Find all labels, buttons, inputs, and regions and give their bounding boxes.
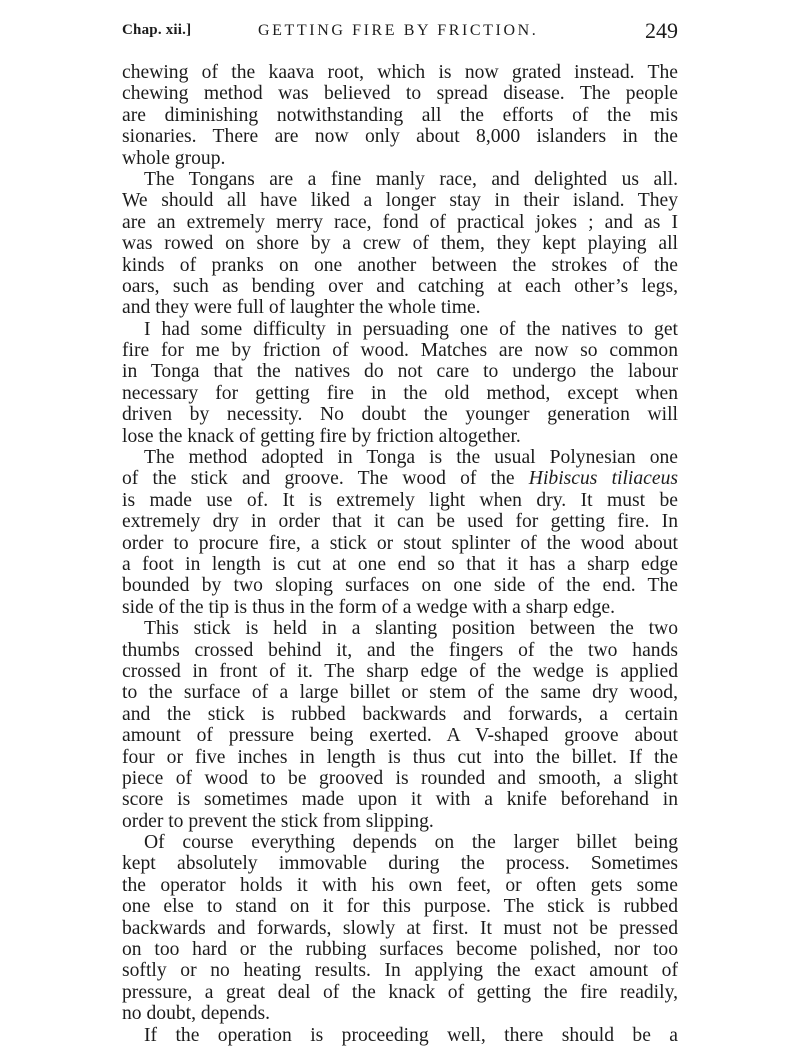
chapter-title: GETTING FIRE BY FRICTION. <box>258 22 539 39</box>
text-line: on too hard or the rubbing surfaces become polished, nor too <box>122 939 678 961</box>
text-line: lose the knack of getting fire by friction altogether. <box>122 425 521 447</box>
text-line: extremely dry in order that it can be used for getting fire. In <box>122 511 678 533</box>
text-line: a foot in length is cut at one end so that it has a sharp edge <box>122 553 678 575</box>
text-line: piece of wood to be grooved is rounded and smooth, a slight <box>122 767 678 789</box>
text-line: kinds of pranks on one another between the strokes of the <box>122 254 678 276</box>
text-line: driven by necessity. No doubt the younger generation will <box>122 404 678 426</box>
text-line: amount of pressure being exerted. A V-shaped groove about <box>122 725 678 747</box>
paragraph-start-line: Of course everything depends on the larger billet being <box>144 832 678 854</box>
text-run: of the stick and groove. The wood of the <box>122 468 529 490</box>
text-line: are an extremely merry race, fond of practical jokes ; and as I <box>122 211 678 233</box>
paragraph-start-line: The method adopted in Tonga is the usual Polynesian one <box>144 447 678 469</box>
text-line: backwards and forwards, slowly at first. It must not be pressed <box>122 917 678 939</box>
text-line: bounded by two sloping surfaces on one side of the end. The <box>122 575 678 597</box>
text-line: was rowed on shore by a crew of them, they kept playing all <box>122 233 678 255</box>
text-line: in Tonga that the natives do not care to undergo the labour <box>122 361 678 383</box>
text-line: necessary for getting fire in the old method, except when <box>122 382 678 404</box>
text-line: crossed in front of it. The sharp edge of the wedge is applied <box>122 660 678 682</box>
running-head <box>122 18 678 48</box>
paragraph-start-line: This stick is held in a slanting position between the two <box>144 618 678 640</box>
text-line: thumbs crossed behind it, and the fingers of the two hands <box>122 639 678 661</box>
text-line: are diminishing notwithstanding all the efforts of the mis <box>122 104 678 126</box>
text-line: no doubt, depends. <box>122 1003 271 1025</box>
text-line: is made use of. It is extremely light when dry. It must be <box>122 489 678 511</box>
text-line: and the stick is rubbed backwards and forwards, a certain <box>122 703 678 725</box>
text-line: softly or no heating results. In applying the exact amount of <box>122 960 678 982</box>
paragraph-start-line: The Tongans are a fine manly race, and delighted us all. <box>144 168 678 190</box>
text-line: one else to stand on it for this purpose. The stick is rubbed <box>122 896 678 918</box>
text-line: chewing of the kaava root, which is now grated instead. The <box>122 62 678 83</box>
text-line: score is sometimes made upon it with a knife beforehand in <box>122 789 678 811</box>
text-line: sionaries. There are now only about 8,000 islanders in the <box>122 126 678 148</box>
text-line: whole group. <box>122 147 226 169</box>
paragraph-start-line: If the operation is proceeding well, there should be a <box>144 1024 678 1046</box>
text-line: pressure, a great deal of the knack of getting the fire readily, <box>122 981 678 1003</box>
text-line: order to prevent the stick from slipping. <box>122 810 434 832</box>
text-line: We should all have liked a longer stay in their island. They <box>122 190 678 212</box>
text-line: four or five inches in length is thus cut into the billet. If the <box>122 746 678 768</box>
text-line: chewing method was believed to spread disease. The people <box>122 83 678 105</box>
paragraph-start-line: I had some difficulty in persuading one of the natives to get <box>144 318 678 340</box>
page-number: 249 <box>645 18 678 43</box>
body-text <box>122 62 678 1046</box>
text-line: to the surface of a large billet or stem of the same dry wood, <box>122 682 678 704</box>
text-line: oars, such as bending over and catching at each other’s legs, <box>122 275 678 297</box>
text-line: side of the tip is thus in the form of a wedge with a sharp edge. <box>122 596 615 618</box>
chapter-label: Chap. xii.] <box>122 22 192 38</box>
text-line: the operator holds it with his own feet, or often gets some <box>122 874 678 896</box>
text-line: and they were full of laughter the whole time. <box>122 297 481 319</box>
text-line: fire for me by friction of wood. Matches are now so common <box>122 340 678 362</box>
text-line: kept absolutely immovable during the process. Sometimes <box>122 853 678 875</box>
text-line: order to procure fire, a stick or stout splinter of the wood about <box>122 532 678 554</box>
text-line-with-italic <box>122 468 678 489</box>
species-name: Hibiscus tiliaceus <box>528 468 678 490</box>
